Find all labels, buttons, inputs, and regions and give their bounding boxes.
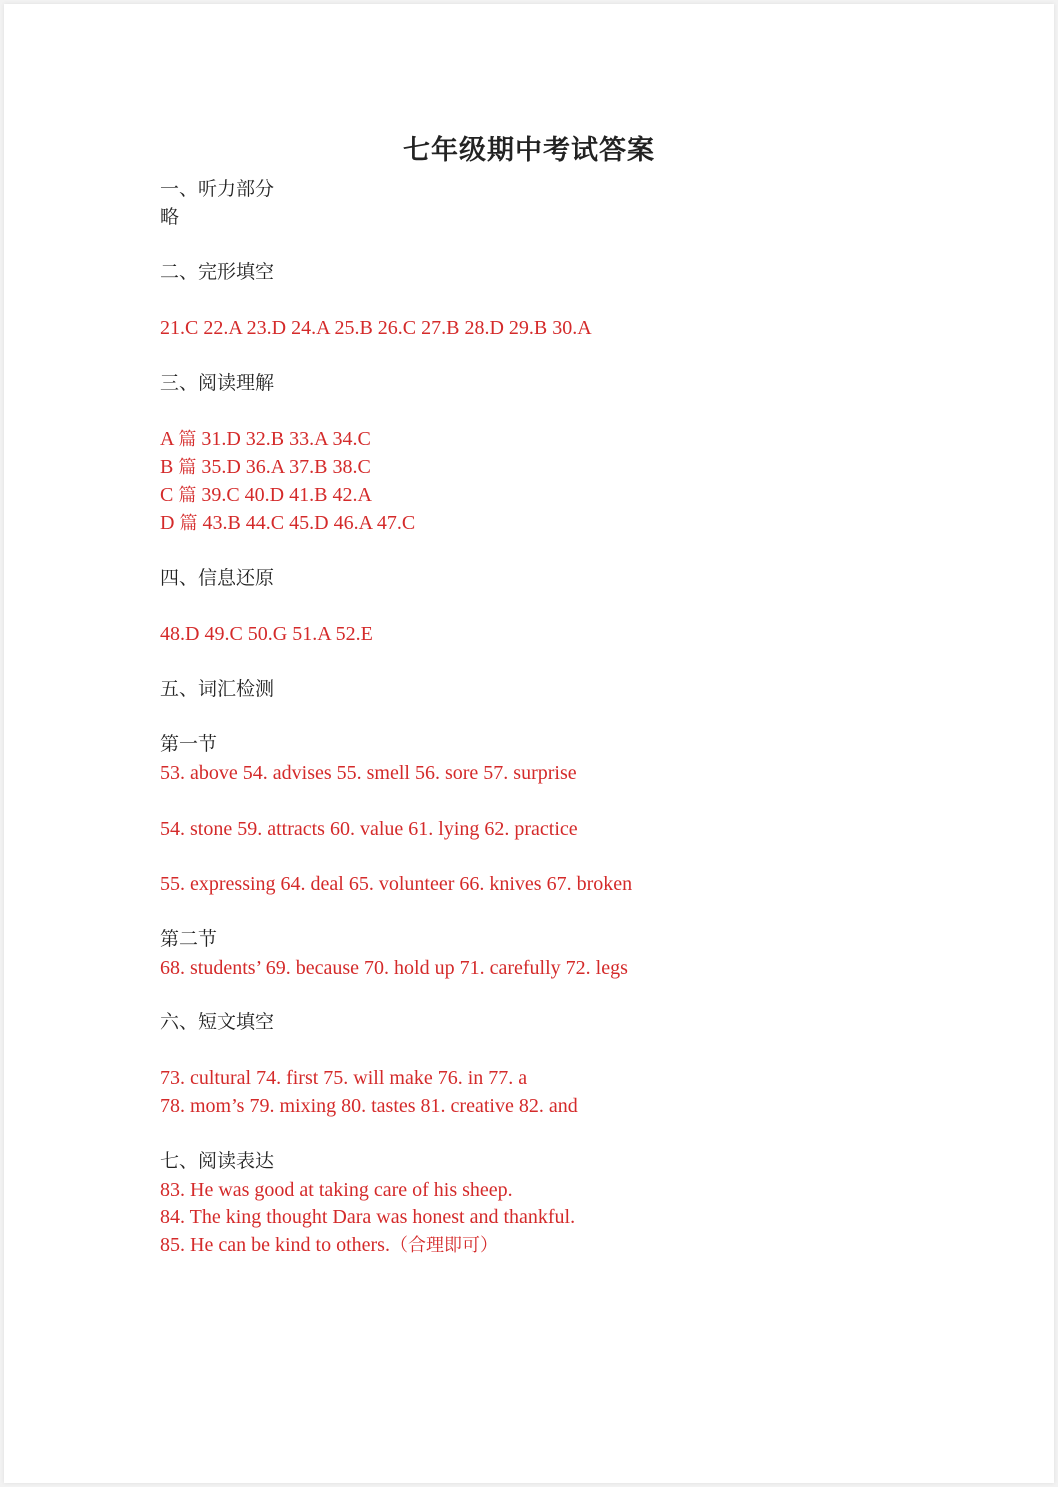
expression-line-84: 84. The king thought Dara was honest and thankful. (160, 1206, 576, 1228)
vocab-part1-label: 第一节 (160, 733, 218, 755)
passage-pian: 篇 (179, 513, 198, 534)
fill-line-1: 73. cultural 74. first 75. will make 76. in 77. a (160, 1067, 528, 1089)
passage-pian: 篇 (178, 429, 197, 450)
section-vocab-heading: 五、词汇检测 (160, 678, 275, 700)
fill-line-2: 78. mom’s 79. mixing 80. tastes 81. creative 82. and (160, 1095, 578, 1117)
section-listening-heading: 一、听力部分 (160, 178, 275, 200)
passage-label: C (160, 484, 174, 506)
passage-answers: 39.C 40.D 41.B 42.A (201, 484, 372, 506)
passage-label: D (160, 512, 175, 534)
reading-passage-d (160, 509, 415, 538)
vocab-part1-line-3: 55. expressing 64. deal 65. volunteer 66. knives 67. broken (160, 873, 633, 895)
passage-pian: 篇 (178, 457, 197, 478)
cloze-answers: 21.C 22.A 23.D 24.A 25.B 26.C 27.B 28.D 29.B 30.A (160, 317, 592, 339)
vocab-part2-line-1: 68. students’ 69. because 70. hold up 71. carefully 72. legs (160, 957, 628, 979)
passage-answers: 31.D 32.B 33.A 34.C (201, 428, 371, 450)
info-answers: 48.D 49.C 50.G 51.A 52.E (160, 623, 373, 645)
passage-answers: 43.B 44.C 45.D 46.A 47.C (202, 512, 416, 534)
reading-passage-b (160, 453, 371, 482)
section-fill-heading: 六、短文填空 (160, 1011, 275, 1033)
reading-passage-a (160, 425, 371, 454)
passage-answers: 35.D 36.A 37.B 38.C (201, 456, 371, 478)
section-expression-heading: 七、阅读表达 (160, 1150, 275, 1172)
expression-line-85-text: 85. He can be kind to others. (160, 1234, 390, 1256)
vocab-part2-label: 第二节 (160, 928, 218, 950)
passage-label: B (160, 456, 174, 478)
section-reading-heading: 三、阅读理解 (160, 372, 275, 394)
section-listening-note: 略 (160, 206, 180, 228)
reading-passage-c (160, 481, 372, 510)
page-title: 七年级期中考试答案 (403, 135, 655, 166)
passage-label: A (160, 428, 174, 450)
passage-pian: 篇 (178, 485, 197, 506)
expression-line-85 (160, 1231, 498, 1260)
section-info-heading: 四、信息还原 (160, 567, 275, 589)
section-cloze-heading: 二、完形填空 (160, 261, 275, 283)
vocab-part1-line-1: 53. above 54. advises 55. smell 56. sore 57. surprise (160, 762, 577, 784)
vocab-part1-line-2: 54. stone 59. attracts 60. value 61. lying 62. practice (160, 818, 578, 840)
expression-line-85-note: （合理即可） (389, 1235, 498, 1256)
expression-line-83: 83. He was good at taking care of his sheep. (160, 1179, 513, 1201)
